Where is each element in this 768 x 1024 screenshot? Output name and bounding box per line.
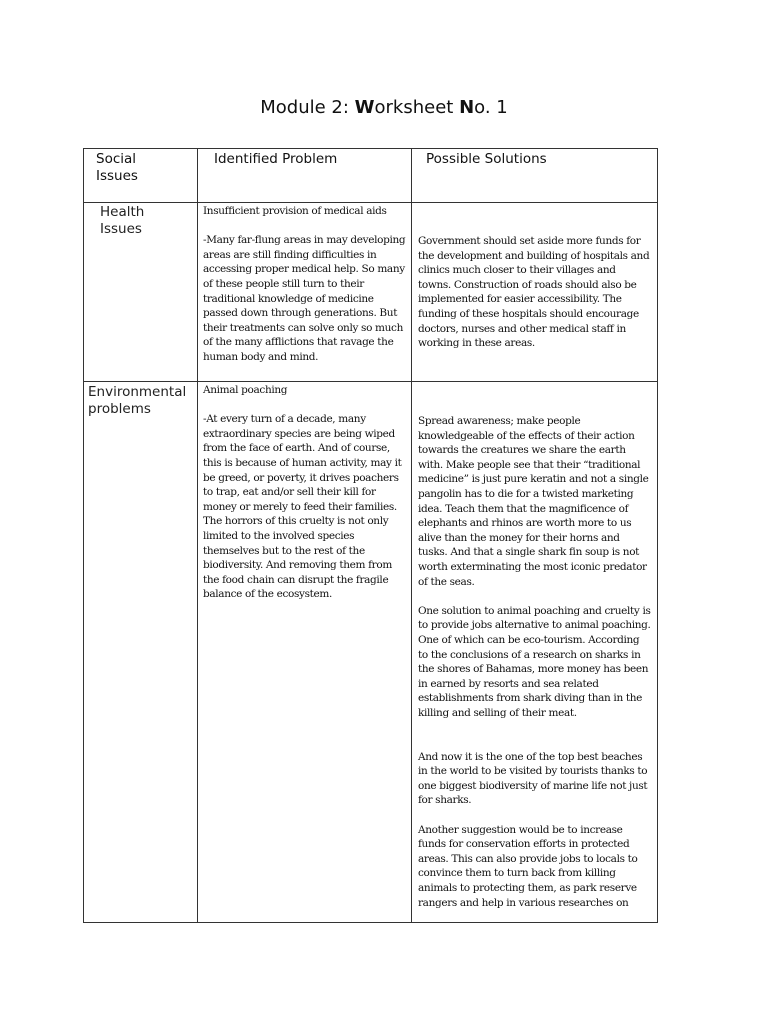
header-possible-solutions: Possible Solutions	[412, 149, 658, 203]
problem-health-text: -Many far-flung areas in may developing areas are still finding difficulties in accessing proper medical help. So many of these people still turn to their traditional knowledge of medicine passed down through generations. But their treatments can solve only so much of the many afflictions that ravage the human body and mind.	[203, 234, 406, 363]
problem-env-text: -At every turn of a decade, many extraordinary species are being wiped from the face of earth. And of course, this is because of human activity, may it be greed, or poverty, it drives poachers to trap, eat and/or sell their kill for money or merely to feed their families. The horrors of this cruelty is not only limited to the involved species themselves but to the rest of the biodiversity. And removing them from the food chain can disrupt the fragile balance of the ecosystem.	[203, 413, 402, 601]
table-row	[84, 203, 658, 382]
solution-env-cell	[412, 382, 658, 923]
title-suffix: o. 1	[474, 97, 508, 118]
solution-health-p1: Government should set aside more funds for the development and building of hospitals and clinics much closer to their villages and towns. Construction of roads should also be implemented for easier accessibility. The funding of these hospitals should encourage doctors, nurses and other medical staff in working in these areas.	[418, 235, 650, 350]
problem-health-title: Insufficient provision of medical aids	[203, 205, 387, 217]
title-prefix: Module 2:	[260, 97, 355, 118]
problem-env-cell	[198, 382, 412, 923]
issue-health: Health Issues	[84, 203, 198, 382]
solution-health-cell	[412, 203, 658, 382]
table-row	[84, 382, 658, 923]
solution-env-p4: Another suggestion would be to increase funds for conservation efforts in protected areas. This can also provide jobs to locals to convince them to turn back from killing animals to protecting them, as park reserve rangers and help in various researches on	[418, 823, 638, 909]
issue-environment: Environmental problems	[84, 382, 198, 923]
solution-env-p3: And now it is the one of the top best beaches in the world to be visited by tourists thanks to one biggest biodiversity of marine life not just for sharks.	[418, 750, 648, 807]
title-orksheet: orksheet	[374, 97, 460, 118]
header-identified-problem: Identified Problem	[198, 149, 412, 203]
worksheet-table	[83, 148, 658, 923]
page-title	[0, 97, 768, 118]
table-header-row	[84, 149, 658, 203]
problem-health-cell	[198, 203, 412, 382]
solution-env-p2: One solution to animal poaching and cruelty is to provide jobs alternative to animal poaching. One of which can be eco-tourism. According to the conclusions of a research on sharks in the shores of Bahamas, more money has been in earned by resorts and sea related establishments from shark diving than in the killing and selling of their meat.	[418, 604, 651, 719]
solution-env-p1: Spread awareness; make people knowledgeable of the effects of their action towards the creatures we share the earth with. Make people see that their “traditional medicine” is just pure keratin and not a single pangolin has to die for a twisted marketing idea. Teach them that the magnificence of elephants and rhinos are worth more to us alive than the money for their horns and tusks. And that a single shark fin soup is not worth exterminating the most iconic predator of the seas.	[418, 415, 649, 588]
title-bold-w: W	[354, 97, 375, 118]
title-bold-n: N	[459, 97, 475, 118]
header-social-issues: Social Issues	[84, 149, 198, 203]
problem-env-title: Animal poaching	[203, 384, 288, 396]
